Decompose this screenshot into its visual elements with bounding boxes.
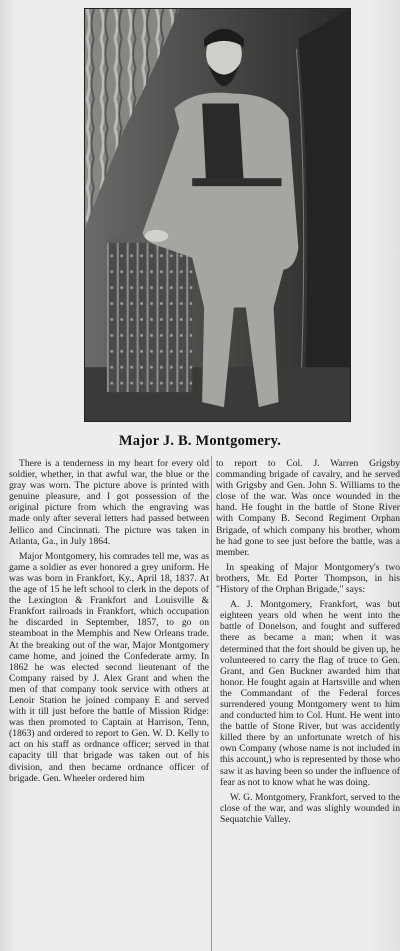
quoted-paragraph: A. J. Montgomery, Frankfort, was but eighteen years old when he went into the battle of Donelson, and fought and suffered there as became a man; when it was determined that the fort should be given up, he volunteered to carry the flag of truce to Gen. Grant, and Gen Buckner awarded him that honor. He fought again at Hartsville and when the Commandant of the Federal forces surrendered young Montgomery went to him and conducted him to Col. Hunt. He went into the battle of Stone River, but was accidently killed there by an unfortunate wretch of his own Company (whose name is not included in this account,) who is represented by those who saw it as having been so under the influence of fear as not to know what he was doing. (220, 599, 400, 788)
paragraph: to report to Col. J. Warren Grigsby commanding brigade of cavalry, and he served with Grigsby and Gen. John S. Williams to the close of the war. Was once wounded in the hand. He fought in the battle of Stone River with Company B. Second Regiment Orphan Brigade, of which company his brother, whom he had gone to see just before the battle, was a member. (216, 458, 400, 558)
paragraph: There is a tenderness in my heart for every old soldier, whether, in that awful war, the blue or the gray was worn. The picture above is printed with genuine pleasure, and I got possession of the original picture from which the engraving was made only after several letters had passed between Jellico and Cincinnati. The picture was taken in Atlanta, Ga., in July 1864. (9, 458, 209, 547)
paragraph: Major Montgomery, his comrades tell me, was as game a soldier as ever honored a grey uniform. He was was born in Frankfort, Ky., April 18, 1837. At the age of 15 he left school to clerk in the depots of the Lexington & Frankfort and Louisville & Frankfort railroads in Frankfort, which occupation he discarded in September, 1857, to go on steamboat in the Memphis and New Orleans trade. At the breaking out of the war, Major Montgomery came home, and joined the Confederate army. In 1862 he was elected second lieutenant of the Company raised by J. Alex Grant and when the men of that company took service with others at Lenoir Station he joined company E and served with it till just before the battle of Mission Ridge: was then promoted to Captain at Harrison, Tenn, (1863) and ordered to report to Gen. W. D. Kelly to act on his staff as ordnance officer; served in that capacity till that brigade was taken out of his division, and then became ordnance officer of brigade. Gen. Wheeler ordered him (9, 550, 209, 784)
portrait-photo (84, 8, 351, 422)
column-divider (211, 456, 212, 951)
article-right-column (216, 458, 400, 951)
paragraph: In speaking of Major Montgomery's two brothers, Mr. Ed Porter Thompson, in his "History of the Orphan Brigade," says: (216, 561, 400, 596)
quoted-paragraph: W. G. Montgomery, Frankfort, served to the close of the war, and was slighly wounded in Sequatchie Valley. (220, 791, 400, 825)
portrait-image (85, 9, 350, 421)
photo-caption: Major J. B. Montgomery. (118, 433, 282, 449)
article-left-column (9, 458, 209, 951)
